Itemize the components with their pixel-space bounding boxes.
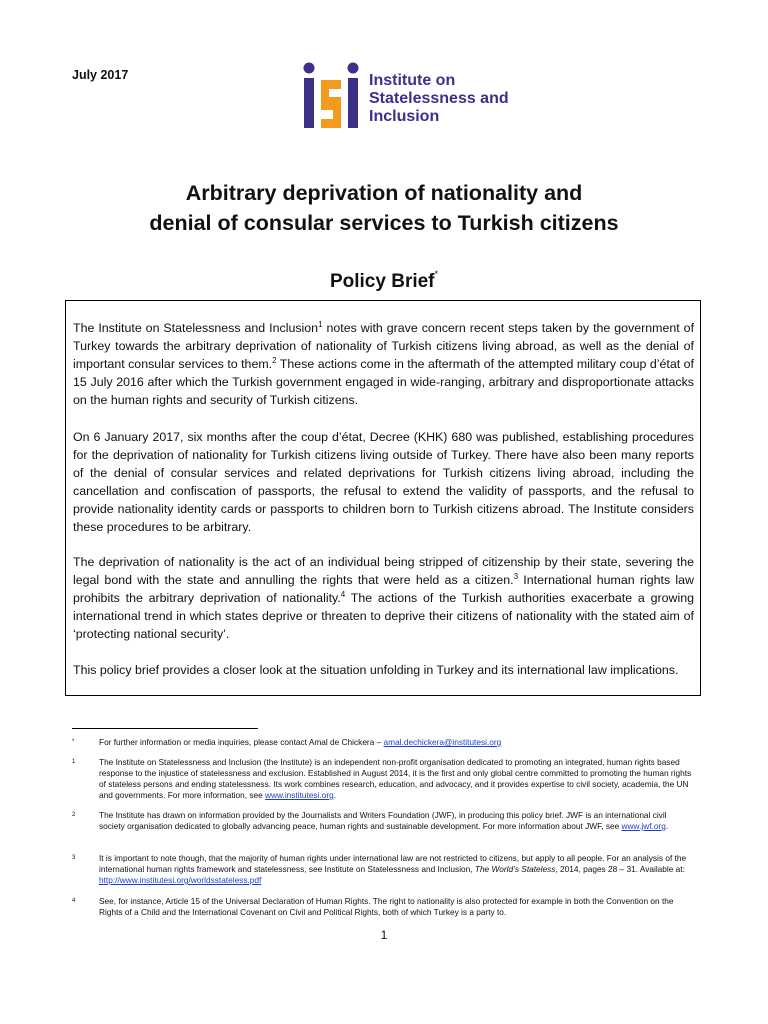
footnote-ref-3: 3 <box>513 571 519 581</box>
page-number: 1 <box>380 928 388 942</box>
institute-website-link[interactable]: www.institutesi.org <box>265 790 334 800</box>
footnote-mark: * <box>72 739 75 745</box>
p1-text-a: The Institute on Statelessness and Inclusion <box>73 321 319 335</box>
footnote-text: The Institute on Statelessness and Inclusion (the Institute) is an independent non-profit organisation dedicated to promoting an integrated, human rights based response to the injustice of statelessness and exclusion. Established in August 2014, it is the first and only global centre committed to promoting the human rights of stateless persons and ending statelessness. Its work combines research, education, and advocacy, and it provides expertise to civil society, academia, the UN and governments. For more information, see <box>99 757 692 800</box>
p1-text-c: These actions come in the aftermath of the attempted military coup d’état of 15 July 2016 after which the Turkish government engaged in wide-ranging, arbitrary and disproportionate attacks on the human rights and security of Turkish citizens. <box>73 357 694 407</box>
footnote-ref-2: 2 <box>272 355 277 365</box>
footnote-ref-4: 4 <box>340 589 346 599</box>
footnote-1 <box>72 757 692 801</box>
title-line-1: Arbitrary deprivation of nationality and <box>185 181 583 205</box>
document-date: July 2017 <box>72 68 129 82</box>
summary-paragraph-3 <box>73 553 694 643</box>
footnote-italic-title: The World’s Stateless <box>474 864 556 874</box>
footnote-text: For further information or media inquiries, please contact Amal de Chickera – <box>99 737 384 747</box>
document-subtitle <box>0 271 768 293</box>
p1-text-b: notes with grave concern recent steps taken by the government of Turkey towards the arbitrary deprivation of nationality of Turkish citizens living abroad, as well as the denial of important consular services to them. <box>73 321 695 371</box>
subtitle-text: Policy Brief <box>329 271 435 292</box>
footnote-ref-1: 1 <box>318 319 323 329</box>
summary-paragraph-4: This policy brief provides a closer look at the situation unfolding in Turkey and its international law implications. <box>73 663 679 677</box>
subtitle-footnote-mark: * <box>434 269 439 279</box>
footnote-2 <box>72 810 692 832</box>
footnote-end: . <box>333 790 337 800</box>
logo-name <box>369 72 509 126</box>
jwf-website-link[interactable]: www.jwf.org <box>621 821 666 831</box>
footnote-mark: 3 <box>72 855 76 861</box>
footnote-text: See, for instance, Article 15 of the Universal Declaration of Human Rights. The right to nationality is also protected for example in both the Convention on the Rights of a Child and the International Covenant on Civil and Political Rights, both of which Turkey is a party to. <box>99 896 674 917</box>
footnote-mark: 1 <box>72 759 76 765</box>
document-title <box>0 178 768 238</box>
isi-logo-mark <box>300 58 362 138</box>
footnote-star <box>72 737 692 748</box>
p3-text-b: International human rights law prohibits the arbitrary deprivation of nationality. <box>73 573 694 605</box>
summary-paragraph-1 <box>73 319 694 409</box>
footnote-3 <box>72 853 692 886</box>
footnote-4 <box>72 896 692 918</box>
logo-name-line-1: Institute on <box>369 72 456 89</box>
footnote-text: The Institute has drawn on information provided by the Journalists and Writers Foundation (JWF), in producing this policy brief. JWF is an international civil society organisation dedicated to globally advancing peace, human rights and sustainable development. For more information about JWF, see <box>99 810 667 831</box>
footnote-end: . <box>665 821 669 831</box>
worlds-stateless-pdf-link[interactable]: http://www.institutesi.org/worldsstateless.pdf <box>99 875 262 885</box>
footnote-text: It is important to note though, that the majority of human rights under international law are not restricted to citizens, but apply to all people. For an analysis of the international human rights framework and statelessness, see Institute on Statelessness and Inclusion, <box>99 853 687 874</box>
footnote-mark: 2 <box>72 812 76 818</box>
footnote-separator <box>72 728 258 729</box>
logo-name-line-2: Statelessness and <box>369 90 509 107</box>
contact-email-link[interactable]: amal.dechickera@institutesi.org <box>383 737 502 747</box>
summary-paragraph-2: On 6 January 2017, six months after the coup d’état, Decree (KHK) 680 was published, establishing procedures for the deprivation of nationality for Turkish citizens living outside of Turkey. There have also been many reports of the denial of consular services and related deprivations for Turkish citizens living abroad, including the cancellation and confiscation of passports, the refusal to extend the validity of passports, and the refusal to provide nationality identity cards or passports to children born to Turkish citizens abroad. The Institute considers these procedures to be arbitrary. <box>73 430 694 534</box>
p3-text-c: The actions of the Turkish authorities exacerbate a growing international trend in which states deprive or threaten to deprive their citizens of nationality with the stated aim of ‘protecting national security’. <box>73 591 694 641</box>
summary-box <box>65 300 701 696</box>
isi-logo <box>300 58 540 138</box>
p3-text-a: The deprivation of nationality is the act of an individual being stripped of citizenship by their state, severing the legal bond with the state and annulling the rights that were held as a citizen. <box>73 555 694 587</box>
title-line-2: denial of consular services to Turkish citizens <box>149 211 619 235</box>
footnote-mark: 4 <box>72 898 76 904</box>
logo-name-line-3: Inclusion <box>369 108 440 125</box>
footnote-text-2: , 2014, pages 28 – 31. Available at: <box>555 864 685 874</box>
